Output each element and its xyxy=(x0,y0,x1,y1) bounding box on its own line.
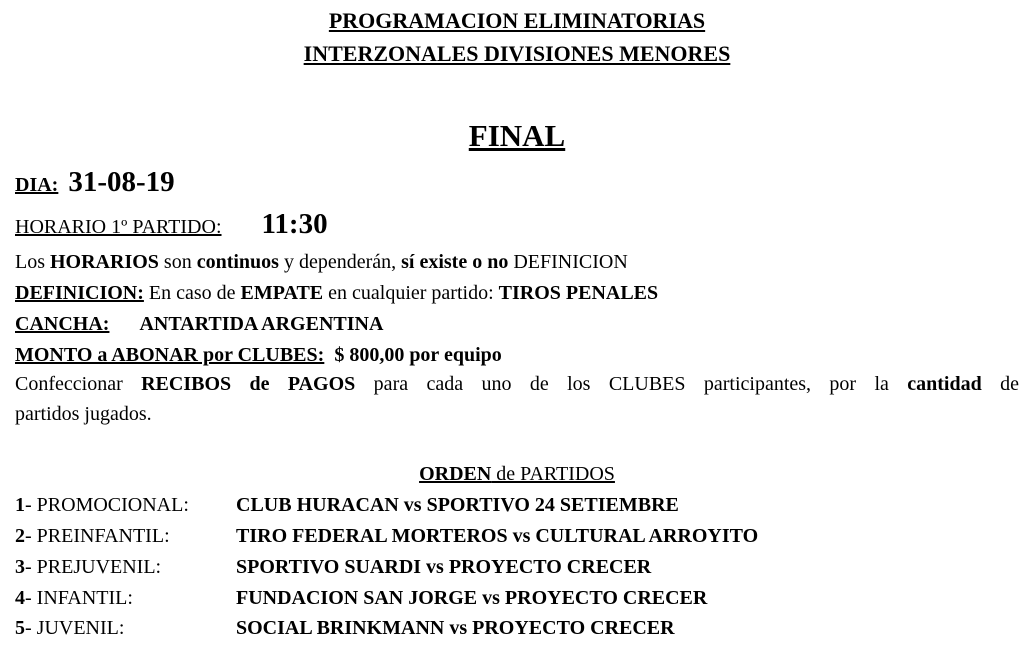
match-category xyxy=(15,616,236,640)
venue-label: CANCHA: xyxy=(15,313,110,335)
match-teams: CLUB HURACAN vs SPORTIVO 24 SETIEMBRE xyxy=(236,494,679,516)
schedule-note xyxy=(15,250,628,274)
match-category xyxy=(15,555,236,579)
match-number: 3 xyxy=(15,556,25,578)
note-text: y dependerán, xyxy=(278,251,402,273)
fee-label: MONTO a ABONAR por CLUBES: xyxy=(15,344,325,366)
note-bold: HORARIOS xyxy=(50,251,159,273)
title-line-1: PROGRAMACION ELIMINATORIAS xyxy=(328,8,706,33)
receipts-text: para cada uno de los CLUBES participantes, por la xyxy=(355,373,908,395)
match-number: 1 xyxy=(15,494,25,516)
match-number: 5 xyxy=(15,617,25,639)
match-category-label: - JUVENIL: xyxy=(25,617,125,639)
match-teams: FUNDACION SAN JORGE vs PROYECTO CRECER xyxy=(236,587,708,609)
match-number: 2 xyxy=(15,525,25,547)
match-order-heading xyxy=(0,462,1024,486)
match-teams: SPORTIVO SUARDI vs PROYECTO CRECER xyxy=(236,556,652,578)
start-time-value: 11:30 xyxy=(261,208,328,240)
tiebreak-bold: TIROS PENALES xyxy=(498,282,659,304)
tiebreak-label: DEFINICION: xyxy=(15,282,144,304)
tiebreak-bold: EMPATE xyxy=(240,282,324,304)
fee-row xyxy=(15,343,502,367)
note-bold: continuos xyxy=(196,251,279,273)
receipts-bold: cantidad xyxy=(907,373,982,395)
match-row xyxy=(15,586,707,610)
title-line-2: INTERZONALES DIVISIONES MENORES xyxy=(303,41,731,66)
venue-value: ANTARTIDA ARGENTINA xyxy=(139,313,384,335)
match-row xyxy=(15,524,758,548)
match-row xyxy=(15,555,651,579)
date-value: 31-08-19 xyxy=(68,166,175,198)
match-category-label: - INFANTIL: xyxy=(25,587,133,609)
note-text: son xyxy=(158,251,197,273)
match-category-label: - PREINFANTIL: xyxy=(25,525,170,547)
match-category-label: - PREJUVENIL: xyxy=(25,556,162,578)
match-order-heading-bold: ORDEN xyxy=(419,463,492,485)
fee-value: $ 800,00 por equipo xyxy=(334,344,502,366)
match-category xyxy=(15,524,236,548)
match-number: 4 xyxy=(15,587,25,609)
match-teams: TIRO FEDERAL MORTEROS vs CULTURAL ARROYITO xyxy=(236,525,759,547)
date-row xyxy=(15,166,175,201)
note-bold: sí existe o no xyxy=(401,251,509,273)
note-text: DEFINICION xyxy=(508,251,628,273)
tiebreak-text: En caso de xyxy=(143,282,241,304)
note-text: Los xyxy=(15,251,50,273)
match-category xyxy=(15,493,236,517)
date-label: DIA: xyxy=(15,174,59,196)
receipts-text: de xyxy=(981,373,1019,395)
stage-title: FINAL xyxy=(468,118,566,153)
match-teams: SOCIAL BRINKMANN vs PROYECTO CRECER xyxy=(236,617,675,639)
receipts-line-2: partidos jugados. xyxy=(15,403,152,425)
start-time-label: HORARIO 1º PARTIDO: xyxy=(15,216,222,238)
start-time-row xyxy=(15,208,328,243)
tiebreak-text: en cualquier partido: xyxy=(323,282,499,304)
match-row xyxy=(15,493,679,517)
match-order-heading-rest: de PARTIDOS xyxy=(491,463,615,485)
match-category xyxy=(15,586,236,610)
receipts-text: Confeccionar xyxy=(15,373,142,395)
venue-row xyxy=(15,312,383,336)
receipts-bold: RECIBOS de PAGOS xyxy=(141,373,356,395)
tiebreak-row xyxy=(15,281,658,305)
match-row xyxy=(15,616,675,640)
receipts-line-1 xyxy=(15,372,1019,396)
match-category-label: - PROMOCIONAL: xyxy=(25,494,189,516)
